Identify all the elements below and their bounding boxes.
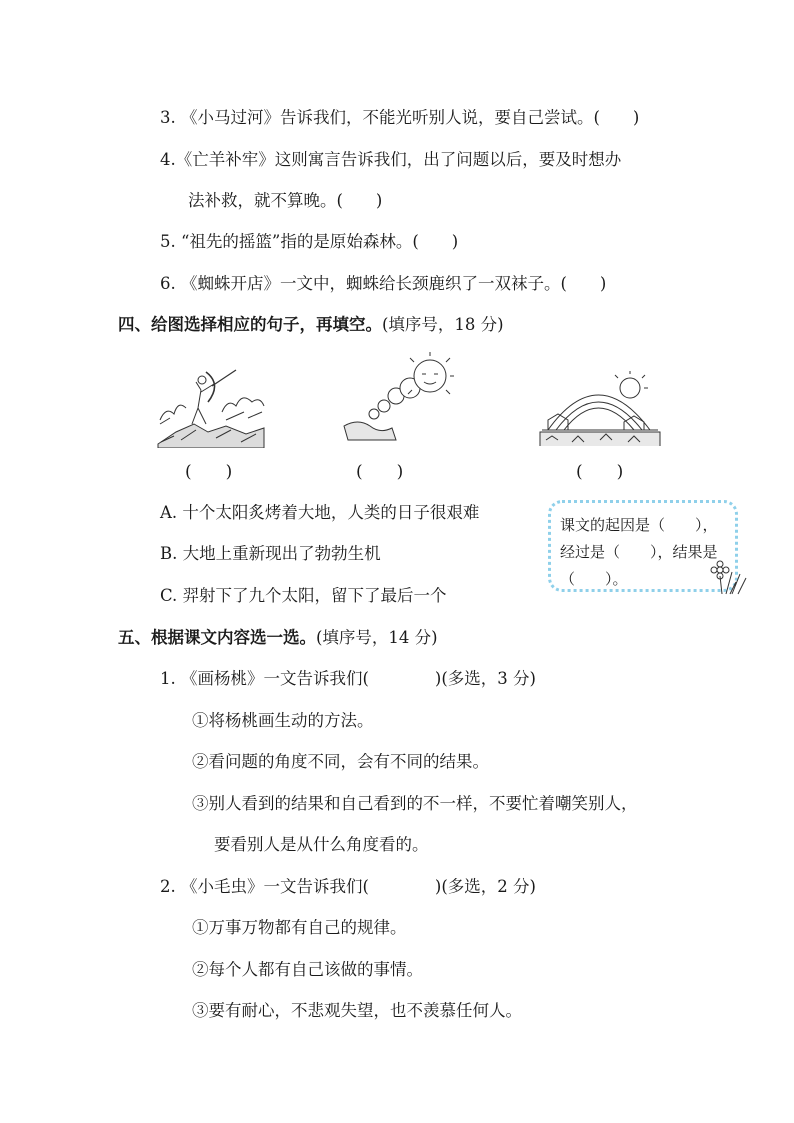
callout-line-cause: 课文的起因是（ ），	[560, 516, 718, 534]
question-1-option-2: ②看问题的角度不同，会有不同的结果。	[192, 752, 489, 771]
judge-item-4-cont: 法补救，就不算晚。( )	[188, 191, 383, 210]
judge-item-5: 5. “祖先的摇篮”指的是原始森林。( )	[160, 232, 459, 251]
question-2-stem: 2. 《小毛虫》一文告诉我们( )(多选，2 分)	[160, 877, 536, 896]
section-4-note: (填序号，18 分)	[382, 315, 504, 334]
section-4-heading	[118, 314, 504, 336]
question-1-option-3-cont: 要看别人是从什么角度看的。	[214, 835, 429, 854]
judge-item-6: 6. 《蜘蛛开店》一文中，蜘蛛给长颈鹿织了一双袜子。( )	[160, 274, 607, 293]
option-a: A. 十个太阳炙烤着大地，人类的日子很艰难	[160, 503, 480, 522]
option-c: C. 羿射下了九个太阳，留下了最后一个	[160, 586, 447, 605]
option-b: B. 大地上重新现出了勃勃生机	[160, 544, 381, 563]
question-2-option-1: ①万事万物都有自己的规律。	[192, 918, 407, 937]
question-2-option-3: ③要有耐心，不悲观失望，也不羡慕任何人。	[192, 1001, 522, 1020]
image-2-answer-blank[interactable]: ( )	[356, 462, 404, 482]
section-4-title: 四、给图选择相应的句子，再填空。	[118, 315, 382, 334]
section-5-note: (填序号，14 分)	[316, 628, 438, 647]
question-1-option-1: ①将杨桃画生动的方法。	[192, 711, 374, 730]
rainbow-village-image	[538, 370, 662, 446]
judge-item-3: 3. 《小马过河》告诉我们，不能光听别人说，要自己尝试。( )	[160, 108, 640, 127]
image-1-answer-blank[interactable]: ( )	[185, 462, 233, 482]
question-2-option-2: ②每个人都有自己该做的事情。	[192, 960, 423, 979]
flower-grass-icon	[710, 560, 750, 600]
judge-item-4: 4.《亡羊补牢》这则寓言告诉我们，出了问题以后，要及时想办	[160, 150, 622, 169]
question-1-stem: 1. 《画杨桃》一文告诉我们( )(多选，3 分)	[160, 669, 536, 688]
callout-line-process: 经过是（ ），结果是	[560, 543, 718, 561]
section-5-heading	[118, 627, 438, 649]
callout-line-result: （ ）。	[560, 570, 628, 588]
nine-suns-image	[340, 348, 460, 446]
image-3-answer-blank[interactable]: ( )	[576, 462, 624, 482]
section-5-title: 五、根据课文内容选一选。	[118, 628, 316, 647]
archer-shooting-suns-image	[156, 362, 266, 448]
question-1-option-3: ③别人看到的结果和自己看到的不一样，不要忙着嘲笑别人，	[192, 794, 638, 813]
